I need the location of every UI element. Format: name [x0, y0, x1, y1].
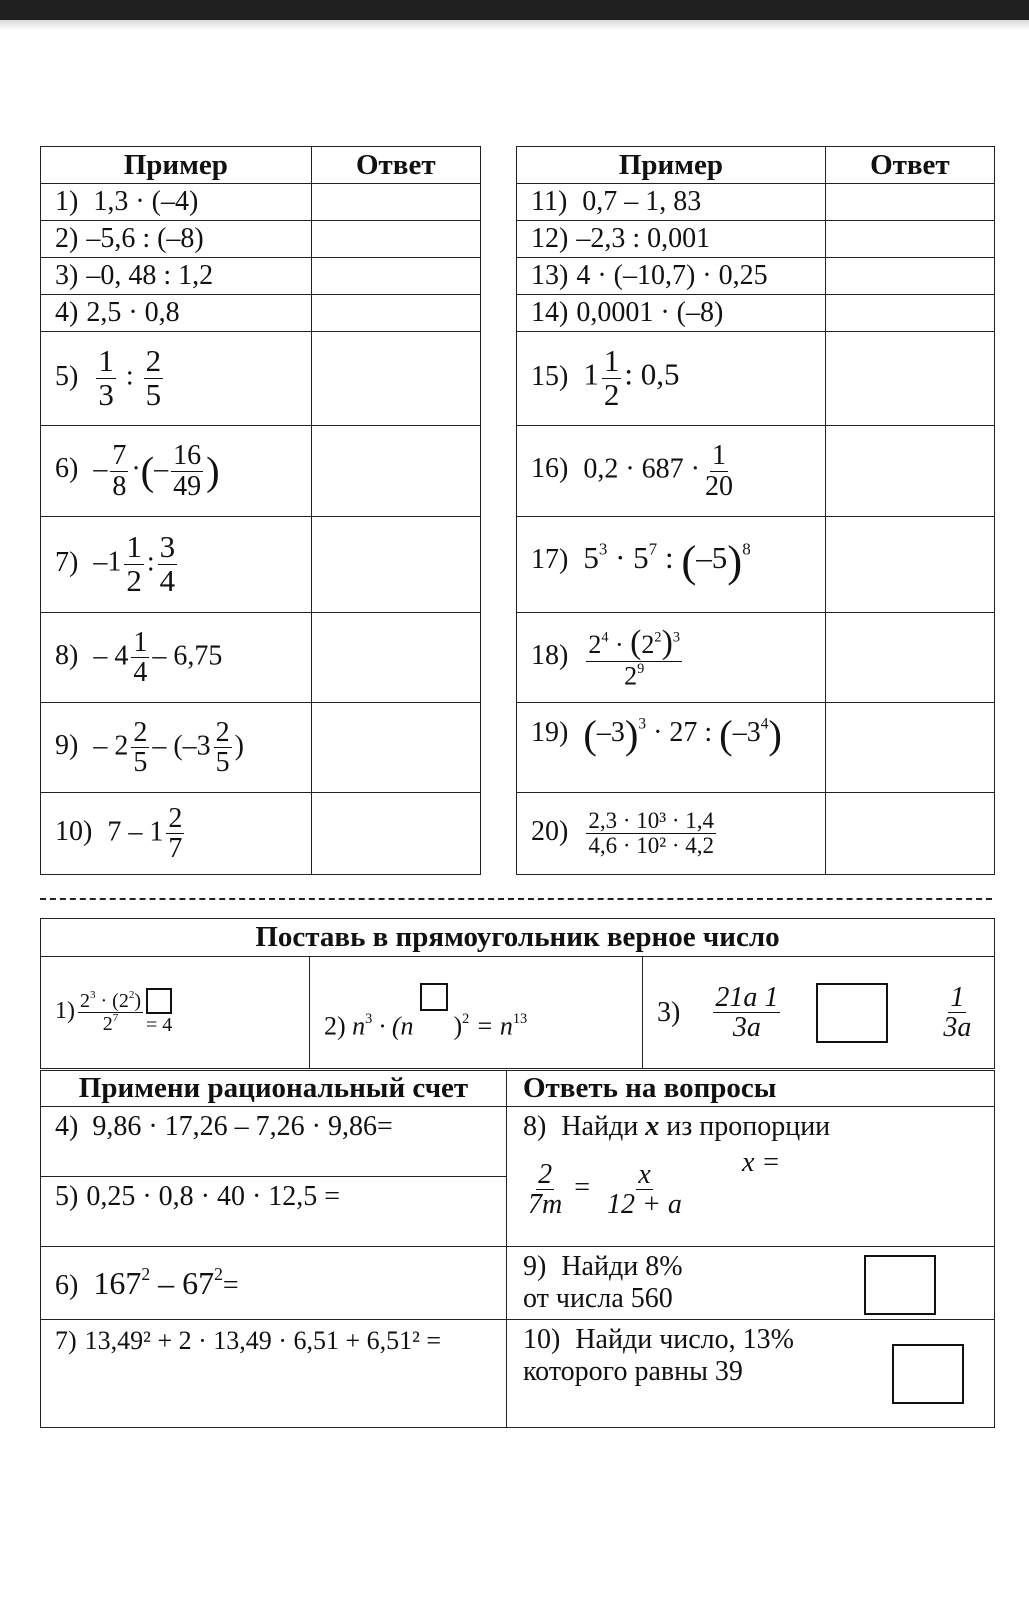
fill-box-q1: 1) $\frac{2^3 \cdot (2^2)}{2^7}$ = 4 [41, 957, 310, 1069]
fraction: $\frac{3}{4}$ [159, 529, 176, 598]
table-row [517, 517, 995, 613]
table-row [41, 221, 481, 258]
table-row [517, 793, 995, 875]
answer-cell-2[interactable] [311, 221, 480, 258]
answer-cell-9[interactable] [311, 703, 480, 793]
question-8: 8) Найди x из пропорции $\frac{2}{7m}$ = $\frac{x}{12 + a}$ x = [507, 1107, 995, 1247]
rational-q6: 6) $167^2 - 67^2=$ [41, 1247, 507, 1320]
answer-cell-1[interactable] [311, 184, 480, 221]
answer-box-10[interactable] [892, 1344, 964, 1404]
rational-q7: 7) 13,49² + 2 · 13,49 · 6,51 + 6,51² = [41, 1320, 507, 1428]
question-10: 10) Найди число, 13% которого равны 39 [507, 1320, 995, 1428]
fraction: $\frac{2^3 \cdot (2^2)}{2^7}$ [80, 989, 141, 1035]
answer-cell-16[interactable] [825, 426, 994, 517]
fraction: $\frac{1}{2}$ [603, 343, 620, 412]
table-row [517, 221, 995, 258]
table-row [517, 332, 995, 426]
answer-cell-18[interactable] [825, 613, 994, 703]
answer-cell-5[interactable] [311, 332, 480, 426]
answer-cell-12[interactable] [825, 221, 994, 258]
answer-cell-19[interactable] [825, 703, 994, 793]
col-answer-header: Ответ [311, 147, 480, 184]
fraction: $\frac{21a 1}{3a}$ [715, 981, 779, 1043]
table-row [41, 919, 995, 957]
table-row [41, 258, 481, 295]
left-table [40, 146, 481, 875]
answer-cell-8[interactable] [311, 613, 480, 703]
answer-box[interactable] [816, 983, 888, 1043]
answer-cell-4[interactable] [311, 295, 480, 332]
example-11: 11) 0,7 – 1, 83 [517, 184, 826, 221]
example-14: 14) 0,0001 · (–8) [517, 295, 826, 332]
table-row [41, 332, 481, 426]
fraction: $\frac{7}{8}$ [112, 440, 127, 502]
example-7: 7) –1 $\frac{1}{2}$ : $\frac{3}{4}$ [41, 517, 312, 613]
table-row [517, 426, 995, 517]
fill-box-q2: 2) $n^3 \cdot (n$ )$^2 = n^{13}$ [310, 957, 643, 1069]
rational-q5: 5) 0,25 · 0,8 · 40 · 12,5 = [41, 1177, 507, 1247]
fraction: $\frac{1}{2}$ [126, 529, 142, 598]
example-5: 5) $\frac{1}{3}$ : $\frac{2}{5}$ [41, 332, 312, 426]
answer-box-9[interactable] [864, 1255, 936, 1315]
fraction: $\frac{2}{7}$ [168, 802, 183, 864]
table-row [41, 957, 995, 1069]
table-row [517, 184, 995, 221]
fraction: $\frac{2^4 \cdot (2^2)^3}{2^9}$ [588, 624, 680, 691]
rational-header: Примени рациональный счет [41, 1071, 507, 1107]
fraction: $\frac{\text{2,3 · 10³ · 1,4}}{\text{4,6 · 10² · 4,2}}$ [588, 807, 715, 858]
example-9: 9) – 2 $\frac{2}{5}$ – (–3 $\frac{2}{5}$ ) [41, 703, 312, 793]
col-example-header: Пример [41, 147, 312, 184]
answer-cell-10[interactable] [311, 793, 480, 875]
question-9: 9) Найди 8% от числа 560 [507, 1247, 995, 1320]
table-row [41, 613, 481, 703]
fraction: $\frac{2}{7m}$ [528, 1158, 563, 1221]
example-8: 8) – 4 $\frac{1}{4}$ – 6,75 [41, 613, 312, 703]
example-10: 10) 7 – 1 $\frac{2}{7}$ [41, 793, 312, 875]
fraction: $\frac{2}{5}$ [133, 716, 148, 778]
example-2: 2) –5,6 : (–8) [41, 221, 312, 258]
questions-header: Ответь на вопросы [507, 1071, 995, 1107]
example-19: 19) $(-3)^3 \cdot 27$ : $(-3^4)$ [517, 703, 826, 793]
col-answer-header: Ответ [825, 147, 994, 184]
expression-19: $(-3)^3 \cdot 27$ : $(-3^4)$ [583, 712, 782, 757]
rational-questions-table [40, 1070, 995, 1428]
fraction: $\frac{2}{5}$ [145, 343, 162, 412]
answer-cell-3[interactable] [311, 258, 480, 295]
table-row [41, 1107, 995, 1177]
example-4: 4) 2,5 · 0,8 [41, 295, 312, 332]
answer-cell-11[interactable] [825, 184, 994, 221]
table-row [517, 613, 995, 703]
rational-q4: 4) 9,86 · 17,26 – 7,26 · 9,86= [41, 1107, 507, 1177]
fill-box-q3: 3) $\frac{21a 1}{3a}$ $\frac{1}{3a}$ [643, 957, 995, 1069]
table-row [517, 703, 995, 793]
example-12: 12) –2,3 : 0,001 [517, 221, 826, 258]
answer-cell-14[interactable] [825, 295, 994, 332]
example-16: 16) 0,2 · 687 · $\frac{1}{20}$ [517, 426, 826, 517]
table-row [41, 703, 481, 793]
answer-cell-13[interactable] [825, 258, 994, 295]
table-row [41, 295, 481, 332]
example-3: 3) –0, 48 : 1,2 [41, 258, 312, 295]
answer-cell-7[interactable] [311, 517, 480, 613]
fraction: $\frac{1}{4}$ [133, 626, 148, 688]
example-1: 1) 1,3 · (–4) [41, 184, 312, 221]
fraction: $\frac{1}{20}$ [704, 440, 733, 502]
table-row [41, 517, 481, 613]
fill-box-table [40, 918, 995, 1069]
fraction: $\frac{2}{5}$ [215, 716, 230, 778]
expression-17: $5^3 \cdot 5^7$ : $(-5)^8$ [583, 536, 751, 586]
example-17: 17) $5^3 \cdot 5^7$ : $(-5)^8$ [517, 517, 826, 613]
col-example-header: Пример [517, 147, 826, 184]
example-20: 20) $\frac{\text{2,3 · 10³ · 1,4}}{\text{4,6 · 10² · 4,2}}$ [517, 793, 826, 875]
answer-box-exponent[interactable] [146, 988, 172, 1014]
fraction: $\frac{1}{3}$ [98, 343, 114, 412]
table-row [41, 426, 481, 517]
fraction: $\frac{1}{3a}$ [943, 981, 972, 1043]
answer-cell-17[interactable] [825, 517, 994, 613]
answer-cell-15[interactable] [825, 332, 994, 426]
top-bar [0, 0, 1029, 20]
fraction: $\frac{x}{12 + a}$ [607, 1158, 682, 1221]
cut-line [40, 898, 992, 900]
example-18: 18) $\frac{2^4 \cdot (2^2)^3}{2^9}$ [517, 613, 826, 703]
left-header-row [41, 147, 481, 184]
table-row [41, 1247, 995, 1320]
answer-box-exponent[interactable] [420, 983, 448, 1011]
example-15: 15) 1 $\frac{1}{2}$ : 0,5 [517, 332, 826, 426]
fill-box-title: Поставь в прямоугольник верное число [41, 919, 995, 957]
table-row [41, 184, 481, 221]
answer-cell-6[interactable] [311, 426, 480, 517]
table-row [41, 793, 481, 875]
top-bar-shadow [0, 20, 1029, 30]
fraction: $\frac{16}{49}$ [173, 440, 202, 502]
table-row [517, 295, 995, 332]
right-header-row [517, 147, 995, 184]
right-table [516, 146, 995, 875]
table-row [41, 1071, 995, 1107]
table-row [41, 1320, 995, 1428]
example-13: 13) 4 · (–10,7) · 0,25 [517, 258, 826, 295]
example-6: 6) – $\frac{7}{8}$ ·(– $\frac{16}{49}$ ) [41, 426, 312, 517]
table-row [517, 258, 995, 295]
answer-cell-20[interactable] [825, 793, 994, 875]
